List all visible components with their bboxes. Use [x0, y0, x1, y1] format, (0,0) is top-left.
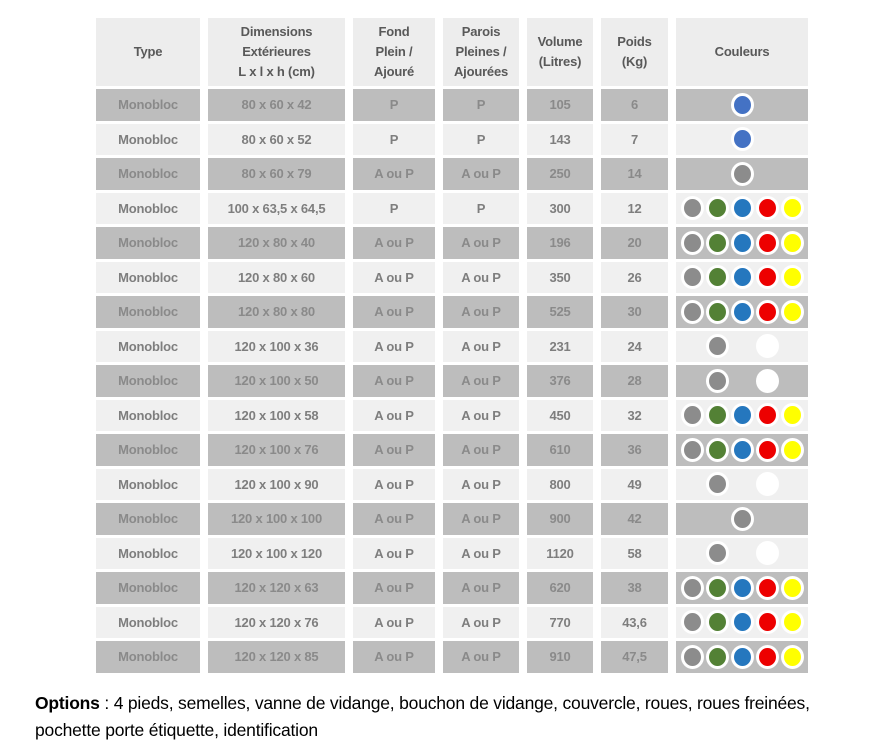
header-volume: [527, 18, 593, 86]
color-slot: [780, 193, 805, 225]
color-slot: [730, 469, 755, 501]
color-slot: [680, 227, 705, 259]
color-slot: [755, 538, 780, 570]
cell-poids: 42: [601, 503, 668, 535]
color-slot: [755, 503, 780, 535]
color-dot-white: [756, 472, 779, 496]
color-slot: [780, 124, 805, 156]
cell-volume: 196: [527, 227, 593, 259]
cell-parois: P: [443, 89, 519, 121]
color-slot: [730, 503, 755, 535]
cell-couleurs: [676, 572, 808, 604]
color-dot-yellow: [781, 576, 804, 600]
cell-parois: A ou P: [443, 607, 519, 639]
color-dot-white: [756, 334, 779, 358]
cell-poids: 12: [601, 193, 668, 225]
cell-poids: 38: [601, 572, 668, 604]
cell-poids: 26: [601, 262, 668, 294]
cell-parois: A ou P: [443, 434, 519, 466]
color-slot: [730, 400, 755, 432]
cell-fond: A ou P: [353, 262, 435, 294]
cell-type: Monobloc: [96, 503, 200, 535]
cell-parois: A ou P: [443, 158, 519, 190]
color-slot: [680, 572, 705, 604]
cell-volume: 450: [527, 400, 593, 432]
color-slot: [730, 296, 755, 328]
cell-volume: 143: [527, 124, 593, 156]
color-slot: [705, 607, 730, 639]
cell-couleurs: [676, 89, 808, 121]
cell-dimensions: 120 x 100 x 76: [208, 434, 345, 466]
color-slot: [705, 434, 730, 466]
cell-dimensions: 120 x 80 x 40: [208, 227, 345, 259]
color-slot: [780, 296, 805, 328]
cell-dimensions: 120 x 120 x 85: [208, 641, 345, 673]
color-dot-yellow: [781, 196, 804, 220]
color-slot: [780, 434, 805, 466]
cell-parois: A ou P: [443, 572, 519, 604]
cell-type: Monobloc: [96, 227, 200, 259]
color-slot: [755, 641, 780, 673]
color-slot: [730, 607, 755, 639]
color-slot: [730, 365, 755, 397]
cell-couleurs: [676, 124, 808, 156]
cell-parois: A ou P: [443, 227, 519, 259]
color-dot-red: [756, 576, 779, 600]
cell-poids: 47,5: [601, 641, 668, 673]
color-dot-green: [706, 576, 729, 600]
color-slot: [755, 262, 780, 294]
color-slot: [705, 193, 730, 225]
color-dot-gray: [681, 231, 704, 255]
color-slot: [780, 607, 805, 639]
color-slot: [705, 262, 730, 294]
color-dot-green: [706, 403, 729, 427]
color-slot: [755, 365, 780, 397]
cell-poids: 6: [601, 89, 668, 121]
header-parois: [443, 18, 519, 86]
color-slot: [680, 262, 705, 294]
color-slot: [780, 538, 805, 570]
color-slot: [730, 262, 755, 294]
color-slot: [755, 89, 780, 121]
cell-type: Monobloc: [96, 124, 200, 156]
color-dot-gray: [681, 438, 704, 462]
color-dot-green: [706, 196, 729, 220]
color-dot-blue-single: [731, 127, 754, 151]
cell-poids: 49: [601, 469, 668, 501]
color-dot-gray: [681, 610, 704, 634]
color-dot-green: [706, 231, 729, 255]
cell-parois: A ou P: [443, 641, 519, 673]
color-slot: [705, 400, 730, 432]
catalog-table: [96, 18, 808, 673]
color-dot-gray: [731, 507, 754, 531]
cell-parois: A ou P: [443, 296, 519, 328]
cell-parois: A ou P: [443, 331, 519, 363]
cell-dimensions: 120 x 100 x 36: [208, 331, 345, 363]
header-line: Extérieures: [242, 43, 311, 59]
cell-fond: P: [353, 124, 435, 156]
cell-type: Monobloc: [96, 434, 200, 466]
header-couleurs: [676, 18, 808, 86]
color-slot: [680, 400, 705, 432]
cell-poids: 36: [601, 434, 668, 466]
color-dot-red: [756, 231, 779, 255]
cell-poids: 24: [601, 331, 668, 363]
header-line: Plein /: [375, 43, 413, 59]
color-slot: [705, 158, 730, 190]
color-slot: [755, 434, 780, 466]
header-line: Parois: [461, 23, 501, 39]
cell-couleurs: [676, 365, 808, 397]
cell-type: Monobloc: [96, 158, 200, 190]
color-dot-gray: [731, 162, 754, 186]
color-slot: [780, 503, 805, 535]
cell-fond: A ou P: [353, 434, 435, 466]
color-slot: [705, 296, 730, 328]
cell-type: Monobloc: [96, 296, 200, 328]
cell-couleurs: [676, 434, 808, 466]
cell-dimensions: 100 x 63,5 x 64,5: [208, 193, 345, 225]
color-dot-gray: [681, 265, 704, 289]
color-dot-blue: [731, 576, 754, 600]
cell-poids: 58: [601, 538, 668, 570]
color-slot: [755, 193, 780, 225]
color-slot: [680, 503, 705, 535]
color-dot-yellow: [781, 231, 804, 255]
color-slot: [730, 227, 755, 259]
cell-type: Monobloc: [96, 400, 200, 432]
color-slot: [705, 469, 730, 501]
color-slot: [730, 193, 755, 225]
cell-volume: 250: [527, 158, 593, 190]
cell-volume: 300: [527, 193, 593, 225]
cell-fond: A ou P: [353, 572, 435, 604]
color-slot: [680, 124, 705, 156]
color-slot: [755, 331, 780, 363]
cell-couleurs: [676, 296, 808, 328]
color-dot-gray: [681, 196, 704, 220]
color-dot-blue: [731, 265, 754, 289]
cell-couleurs: [676, 503, 808, 535]
color-dot-gray: [706, 369, 729, 393]
color-dot-green: [706, 265, 729, 289]
color-slot: [755, 296, 780, 328]
color-dot-white: [756, 541, 779, 565]
cell-dimensions: 120 x 80 x 80: [208, 296, 345, 328]
color-slot: [705, 538, 730, 570]
header-type: [96, 18, 200, 86]
cell-fond: A ou P: [353, 469, 435, 501]
color-slot: [755, 124, 780, 156]
cell-parois: P: [443, 193, 519, 225]
header-line: Fond: [378, 23, 410, 39]
header-line: Volume: [537, 33, 583, 49]
cell-volume: 350: [527, 262, 593, 294]
color-dot-red: [756, 265, 779, 289]
cell-couleurs: [676, 469, 808, 501]
header-line: (Litres): [538, 54, 582, 69]
options-label: Options: [35, 692, 100, 713]
cell-parois: P: [443, 124, 519, 156]
cell-volume: 770: [527, 607, 593, 639]
cell-dimensions: 120 x 100 x 120: [208, 538, 345, 570]
cell-volume: 900: [527, 503, 593, 535]
color-dot-yellow: [781, 610, 804, 634]
cell-parois: A ou P: [443, 503, 519, 535]
color-slot: [780, 158, 805, 190]
cell-fond: A ou P: [353, 641, 435, 673]
color-dot-blue: [731, 231, 754, 255]
header-line: Pleines /: [455, 43, 507, 59]
cell-poids: 28: [601, 365, 668, 397]
color-slot: [680, 193, 705, 225]
cell-volume: 610: [527, 434, 593, 466]
color-dot-red: [756, 438, 779, 462]
catalog-table-wrap: [96, 18, 892, 673]
color-dot-gray: [681, 576, 704, 600]
cell-fond: A ou P: [353, 296, 435, 328]
header-fond: [353, 18, 435, 86]
cell-dimensions: 80 x 60 x 42: [208, 89, 345, 121]
cell-type: Monobloc: [96, 572, 200, 604]
cell-fond: A ou P: [353, 538, 435, 570]
cell-poids: 30: [601, 296, 668, 328]
color-dot-gray: [681, 645, 704, 669]
header-line: (Kg): [621, 54, 648, 69]
cell-parois: A ou P: [443, 262, 519, 294]
color-slot: [755, 400, 780, 432]
color-slot: [705, 227, 730, 259]
color-dot-red: [756, 300, 779, 324]
cell-poids: 7: [601, 124, 668, 156]
color-dot-blue: [731, 610, 754, 634]
cell-dimensions: 120 x 80 x 60: [208, 262, 345, 294]
header-line: Couleurs: [714, 43, 770, 59]
color-slot: [780, 227, 805, 259]
cell-dimensions: 120 x 120 x 76: [208, 607, 345, 639]
cell-fond: P: [353, 89, 435, 121]
header-dimensions: [208, 18, 345, 86]
cell-dimensions: 120 x 120 x 63: [208, 572, 345, 604]
cell-parois: A ou P: [443, 469, 519, 501]
color-slot: [705, 641, 730, 673]
color-slot: [730, 434, 755, 466]
cell-volume: 1120: [527, 538, 593, 570]
color-slot: [680, 158, 705, 190]
cell-fond: A ou P: [353, 503, 435, 535]
color-slot: [730, 124, 755, 156]
cell-fond: A ou P: [353, 400, 435, 432]
color-slot: [730, 158, 755, 190]
color-slot: [780, 365, 805, 397]
cell-volume: 376: [527, 365, 593, 397]
color-slot: [730, 572, 755, 604]
color-slot: [730, 331, 755, 363]
color-dot-yellow: [781, 645, 804, 669]
color-dot-gray: [681, 403, 704, 427]
color-slot: [680, 296, 705, 328]
color-dot-gray: [681, 300, 704, 324]
color-dot-blue-single: [731, 93, 754, 117]
color-dot-green: [706, 438, 729, 462]
color-slot: [780, 572, 805, 604]
header-line: Ajourées: [453, 64, 509, 80]
header-line: L x l x h (cm): [238, 64, 315, 80]
cell-volume: 105: [527, 89, 593, 121]
cell-type: Monobloc: [96, 262, 200, 294]
cell-couleurs: [676, 607, 808, 639]
cell-type: Monobloc: [96, 89, 200, 121]
cell-type: Monobloc: [96, 365, 200, 397]
color-slot: [780, 262, 805, 294]
cell-fond: P: [353, 193, 435, 225]
cell-dimensions: 120 x 100 x 58: [208, 400, 345, 432]
color-slot: [705, 331, 730, 363]
cell-couleurs: [676, 227, 808, 259]
color-slot: [780, 89, 805, 121]
cell-poids: 14: [601, 158, 668, 190]
color-dot-blue: [731, 300, 754, 324]
color-dot-blue: [731, 645, 754, 669]
color-dot-yellow: [781, 438, 804, 462]
cell-dimensions: 120 x 100 x 50: [208, 365, 345, 397]
cell-type: Monobloc: [96, 469, 200, 501]
cell-type: Monobloc: [96, 641, 200, 673]
header-line: Poids: [617, 33, 652, 49]
cell-volume: 910: [527, 641, 593, 673]
cell-poids: 20: [601, 227, 668, 259]
cell-couleurs: [676, 193, 808, 225]
color-dot-green: [706, 645, 729, 669]
color-slot: [730, 89, 755, 121]
color-slot: [680, 89, 705, 121]
color-slot: [730, 641, 755, 673]
cell-parois: A ou P: [443, 538, 519, 570]
color-slot: [680, 434, 705, 466]
header-line: Dimensions: [240, 23, 313, 39]
header-line: Type: [133, 43, 163, 59]
color-slot: [780, 331, 805, 363]
color-slot: [730, 538, 755, 570]
color-slot: [705, 365, 730, 397]
color-dot-blue: [731, 196, 754, 220]
color-dot-white: [756, 369, 779, 393]
color-dot-gray: [706, 472, 729, 496]
color-dot-green: [706, 300, 729, 324]
color-dot-blue: [731, 438, 754, 462]
color-slot: [755, 607, 780, 639]
color-dot-yellow: [781, 265, 804, 289]
color-dot-red: [756, 196, 779, 220]
cell-fond: A ou P: [353, 365, 435, 397]
color-dot-red: [756, 645, 779, 669]
cell-dimensions: 120 x 100 x 100: [208, 503, 345, 535]
cell-dimensions: 80 x 60 x 52: [208, 124, 345, 156]
color-dot-green: [706, 610, 729, 634]
color-slot: [780, 641, 805, 673]
cell-volume: 525: [527, 296, 593, 328]
cell-fond: A ou P: [353, 158, 435, 190]
color-slot: [755, 227, 780, 259]
cell-volume: 800: [527, 469, 593, 501]
options-text: : 4 pieds, semelles, vanne de vidange, bouchon de vidange, couvercle, roues, roues freinées, pochette porte étiquette, identification: [35, 692, 810, 740]
color-slot: [705, 89, 730, 121]
color-dot-red: [756, 403, 779, 427]
cell-volume: 620: [527, 572, 593, 604]
cell-fond: A ou P: [353, 227, 435, 259]
cell-dimensions: 80 x 60 x 79: [208, 158, 345, 190]
color-slot: [705, 124, 730, 156]
cell-couleurs: [676, 158, 808, 190]
cell-couleurs: [676, 262, 808, 294]
color-slot: [680, 331, 705, 363]
color-dot-blue: [731, 403, 754, 427]
color-dot-red: [756, 610, 779, 634]
cell-couleurs: [676, 331, 808, 363]
header-poids: [601, 18, 668, 86]
cell-type: Monobloc: [96, 331, 200, 363]
cell-poids: 43,6: [601, 607, 668, 639]
cell-type: Monobloc: [96, 193, 200, 225]
cell-couleurs: [676, 400, 808, 432]
color-slot: [780, 469, 805, 501]
color-dot-yellow: [781, 300, 804, 324]
cell-dimensions: 120 x 100 x 90: [208, 469, 345, 501]
header-line: Ajouré: [374, 64, 414, 80]
color-slot: [680, 607, 705, 639]
color-slot: [755, 469, 780, 501]
color-dot-gray: [706, 334, 729, 358]
cell-couleurs: [676, 641, 808, 673]
cell-fond: A ou P: [353, 607, 435, 639]
cell-parois: A ou P: [443, 400, 519, 432]
color-dot-yellow: [781, 403, 804, 427]
color-slot: [705, 572, 730, 604]
cell-couleurs: [676, 538, 808, 570]
color-slot: [680, 365, 705, 397]
color-slot: [680, 469, 705, 501]
cell-volume: 231: [527, 331, 593, 363]
cell-poids: 32: [601, 400, 668, 432]
color-slot: [680, 538, 705, 570]
cell-type: Monobloc: [96, 607, 200, 639]
cell-fond: A ou P: [353, 331, 435, 363]
color-slot: [780, 400, 805, 432]
color-slot: [705, 503, 730, 535]
color-dot-gray: [706, 541, 729, 565]
options-note: [35, 690, 867, 744]
color-slot: [680, 641, 705, 673]
cell-parois: A ou P: [443, 365, 519, 397]
cell-type: Monobloc: [96, 538, 200, 570]
color-slot: [755, 572, 780, 604]
color-slot: [755, 158, 780, 190]
